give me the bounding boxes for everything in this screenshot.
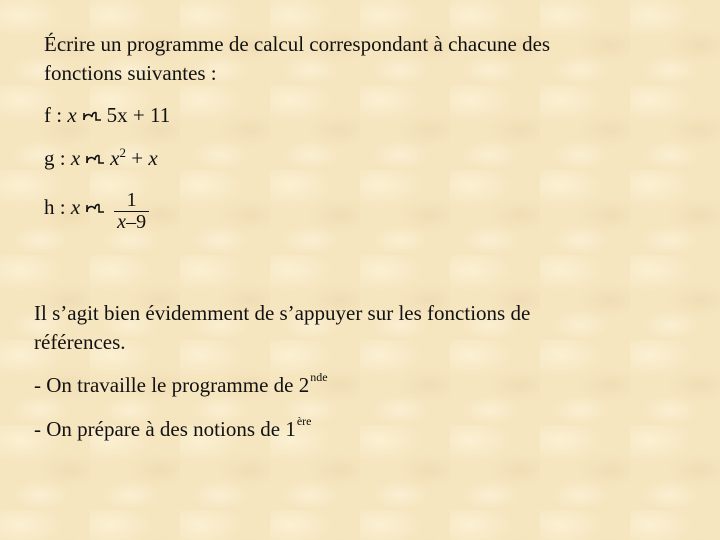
intro-line-1: Écrire un programme de calcul correspondant à chacune des <box>44 32 551 56</box>
bullet-item-ordinal: ère <box>296 414 312 428</box>
function-h-fraction <box>114 190 149 233</box>
explanation-line-2: références. <box>34 330 126 354</box>
maps-to-arrow-icon <box>86 201 106 215</box>
function-h-denominator <box>114 212 149 233</box>
bullet-item-ordinal: nde <box>310 370 328 384</box>
function-h-denominator-variable: x <box>117 211 127 233</box>
explanation-paragraph <box>34 299 654 357</box>
function-f-expression <box>107 103 171 127</box>
bullet-item-text: - On travaille le programme de 2 <box>34 373 310 397</box>
function-g-variable: x <box>70 146 81 170</box>
function-g-name: g : <box>44 146 71 170</box>
function-h-variable: x <box>70 195 81 219</box>
bullet-item <box>34 371 654 403</box>
intro-text <box>44 30 664 88</box>
function-g-exponent: 2 <box>119 145 126 160</box>
function-g-term-2: x <box>148 146 158 170</box>
function-h-numerator: 1 <box>114 190 149 212</box>
maps-to-arrow-icon <box>83 109 103 123</box>
function-h-name: h : <box>44 195 71 219</box>
bullet-item <box>34 415 654 447</box>
function-g <box>44 146 158 173</box>
function-g-term: x <box>110 146 120 170</box>
maps-to-arrow-icon <box>86 152 106 166</box>
function-h <box>44 190 149 233</box>
function-h-denominator-rest: –9 <box>126 211 147 233</box>
intro-line-2: fonctions suivantes : <box>44 61 217 85</box>
bullet-item-text: - On prépare à des notions de 1 <box>34 417 296 441</box>
function-f <box>44 103 170 127</box>
explanation-line-1: Il s’agit bien évidemment de s’appuyer sur les fonctions de <box>34 301 531 325</box>
function-g-plus: + <box>126 146 149 170</box>
function-f-variable: x <box>67 103 77 127</box>
function-f-expression-text: 5x + 11 <box>106 103 171 127</box>
function-f-name: f : <box>44 103 68 127</box>
